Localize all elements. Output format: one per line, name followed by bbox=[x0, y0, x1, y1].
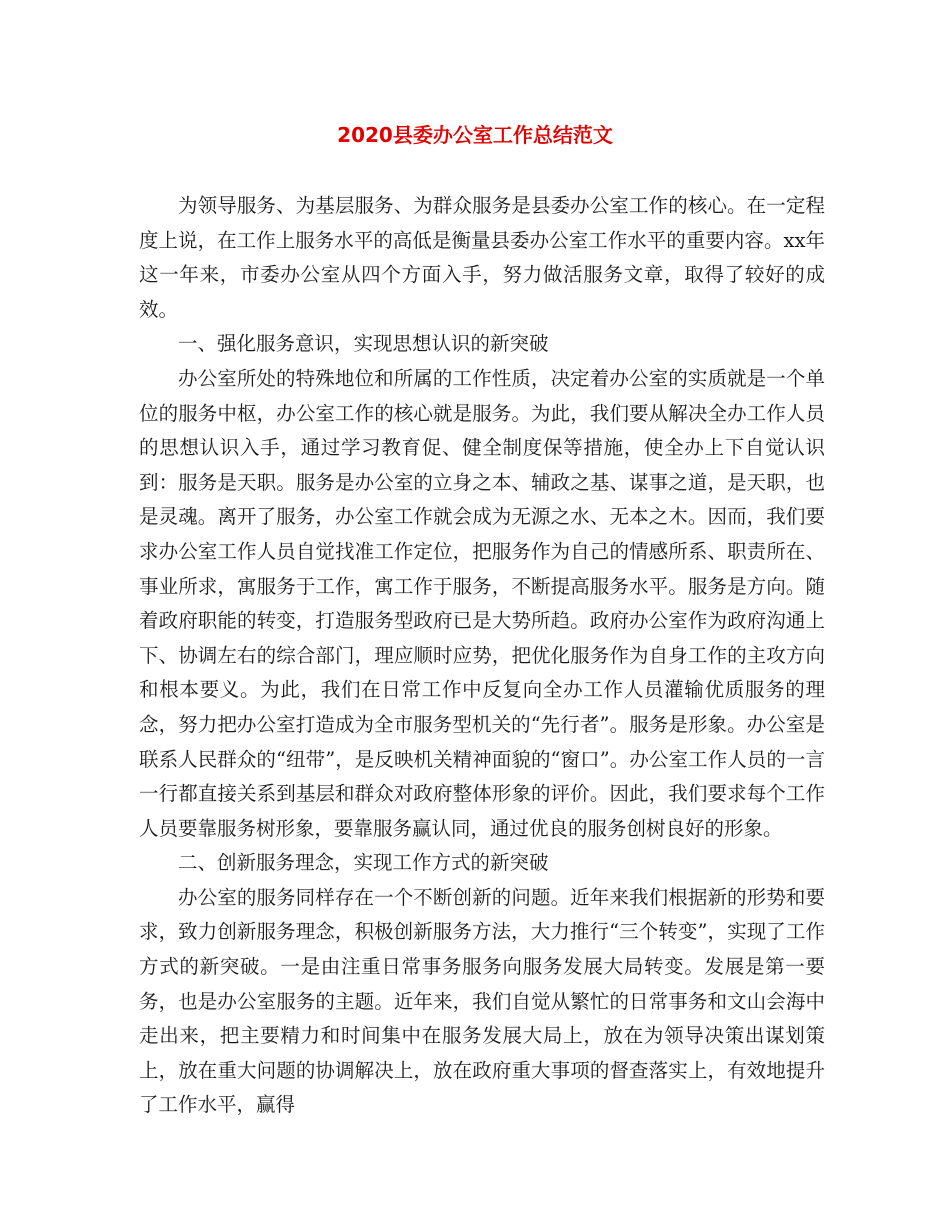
paragraph-section-1: 办公室所处的特殊地位和所属的工作性质，决定着办公室的实质就是一个单位的服务中枢，办公室工作的核心就是服务。为此，我们要从解决全办工作人员的思想认识入手，通过学习教育促、健全制度保等措施，使全办上下自觉认识到：服务是天职。服务是办公室的立身之本、辅政之基、谋事之道，是天职，也是灵魂。离开了服务，办公室工作就会成为无源之水、无本之木。因而，我们要求办公室工作人员自觉找准工作定位，把服务作为自己的情感所系、职责所在、事业所求，寓服务于工作，寓工作于服务，不断提高服务水平。服务是方向。随着政府职能的转变，打造服务型政府已是大势所趋。政府办公室作为政府沟通上下、协调左右的综合部门，理应顺时应势，把优化服务作为自身工作的主攻方向和根本要义。为此，我们在日常工作中反复向全办工作人员灌输优质服务的理念，努力把办公室打造成为全市服务型机关的“先行者”。服务是形象。办公室是联系人民群众的“纽带”，是反映机关精神面貌的“窗口”。办公室工作人员的一言一行都直接关系到基层和群众对政府整体形象的评价。因此，我们要求每个工作人员要靠服务树形象，要靠服务赢认同，通过优良的服务创树良好的形象。 bbox=[139, 366, 825, 840]
paragraph-intro: 为领导服务、为基层服务、为群众服务是县委办公室工作的核心。在一定程度上说，在工作上服务水平的高低是衡量县委办公室工作水平的重要内容。xx年这一年来，市委办公室从四个方面入手，努力做活服务文章，取得了较好的成效。 bbox=[139, 194, 825, 321]
document-title: 2020县委办公室工作总结范文 bbox=[337, 123, 613, 147]
document-body bbox=[139, 189, 825, 1123]
section-heading-2: 二、创新服务理念，实现工作方式的新突破 bbox=[178, 851, 549, 875]
section-heading-1: 一、强化服务意识，实现思想认识的新突破 bbox=[178, 332, 549, 356]
paragraph-section-2: 办公室的服务同样存在一个不断创新的问题。近年来我们根据新的形势和要求，致力创新服务理念，积极创新服务方法，大力推行“三个转变”，实现了工作方式的新突破。一是由注重日常事务服务向服务发展大局转变。发展是第一要务，也是办公室服务的主题。近年来，我们自觉从繁忙的日常事务和文山会海中走出来，把主要精力和时间集中在服务发展大局上，放在为领导决策出谋划策上，放在重大问题的协调解决上，放在政府重大事项的督查落实上，有效地提升了工作水平，赢得 bbox=[139, 885, 825, 1117]
